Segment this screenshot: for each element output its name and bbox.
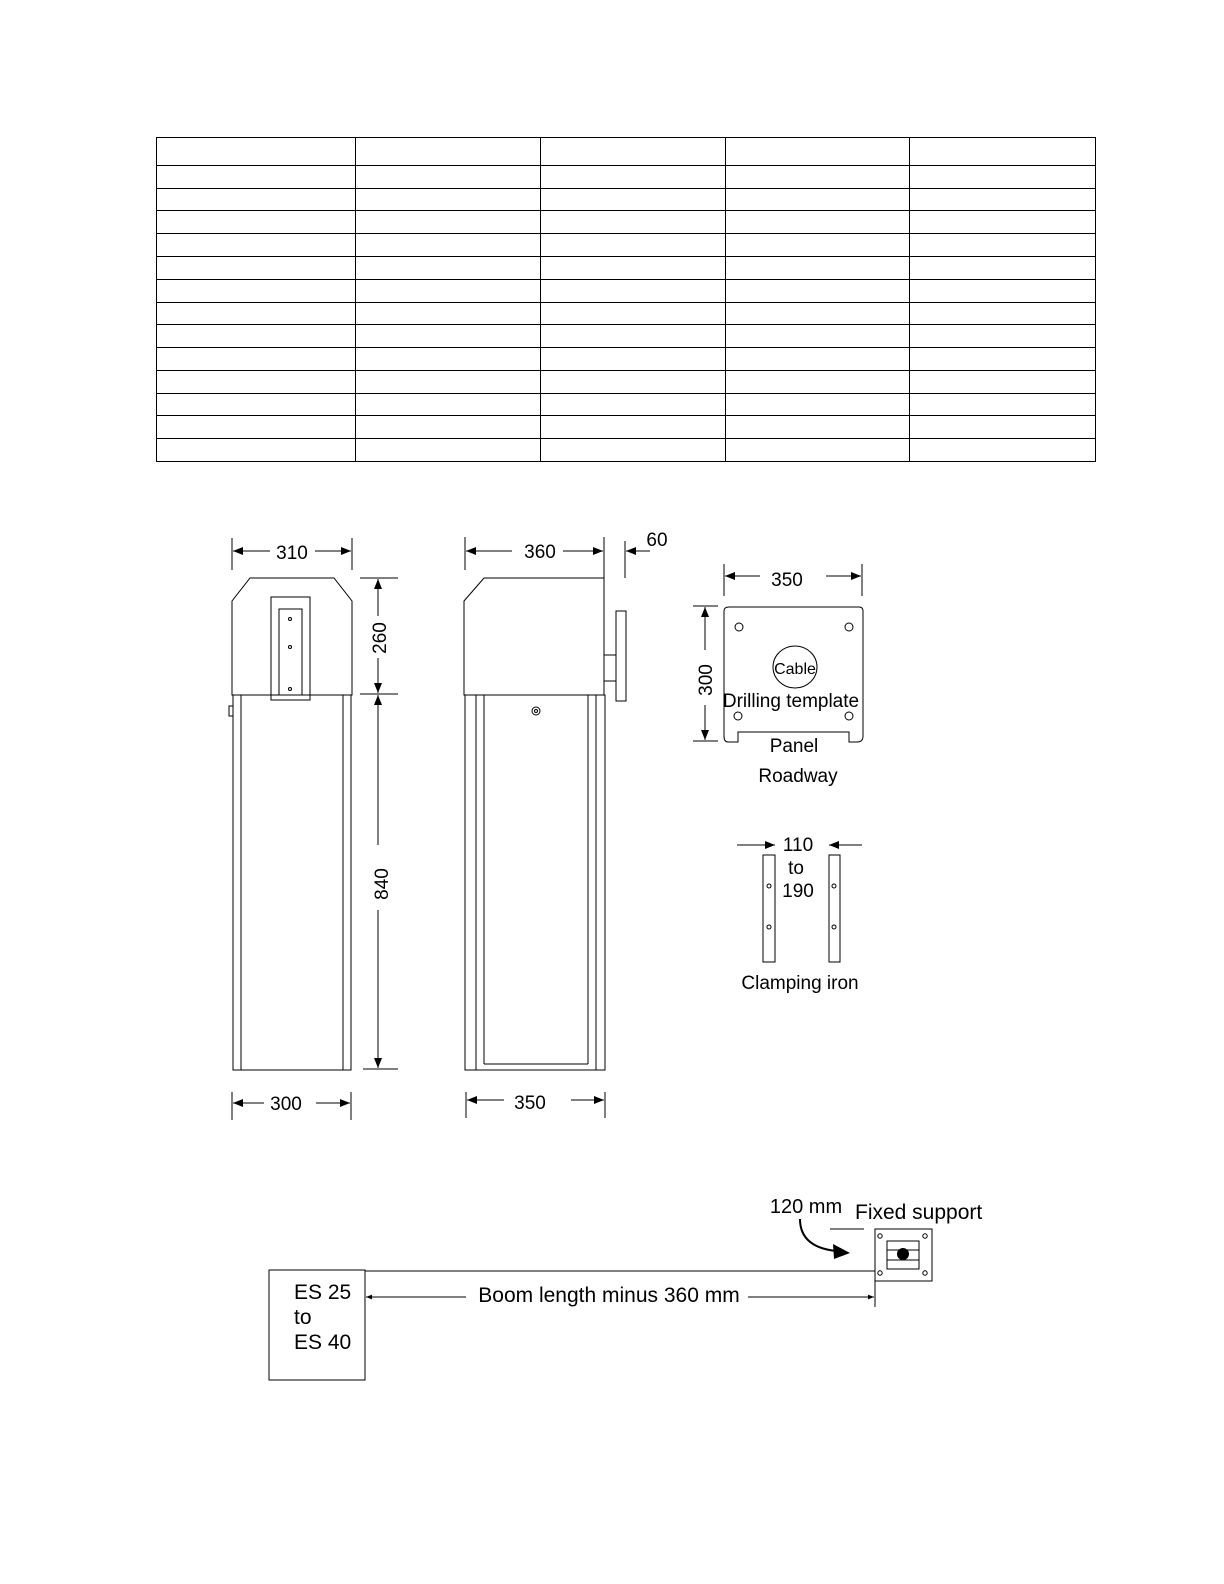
dim-side-top-width: 360 [524, 542, 556, 563]
dim-front-column-height: 840 [372, 868, 393, 900]
dim-template-height: 300 [696, 664, 717, 696]
panel-label: Panel [769, 736, 819, 757]
clamping-bar-left [763, 855, 775, 962]
boom-pivot [897, 1248, 909, 1260]
dim-front-top-width: 310 [276, 543, 308, 564]
side-hood [464, 578, 604, 695]
dim-template-width: 350 [771, 570, 803, 591]
offset-label: 120 mm [769, 1196, 843, 1218]
side-dimensions [465, 537, 650, 1118]
side-column [465, 695, 605, 1070]
clamping-bar-right [829, 855, 840, 962]
front-hood [232, 578, 352, 695]
boom-hub-plate [616, 611, 626, 701]
drilling-template-title: Drilling template [722, 691, 860, 712]
model-line-3: ES 40 [294, 1331, 352, 1354]
dim-front-hood-height: 260 [370, 622, 391, 654]
dim-side-offset: 60 [646, 530, 668, 551]
clamping-iron-title: Clamping iron [741, 973, 859, 994]
cable-label: Cable [774, 661, 816, 678]
roadway-label: Roadway [758, 766, 838, 787]
dim-front-base-width: 300 [270, 1094, 302, 1115]
clamp-range-to: 190 [782, 881, 814, 902]
boom-hub [604, 655, 616, 681]
offset-curve [800, 1219, 836, 1251]
fixed-support-label: Fixed support [855, 1201, 983, 1224]
clamp-range-to-word: to [788, 858, 804, 879]
side-view [464, 578, 626, 1070]
model-line-2: to [294, 1306, 312, 1329]
front-view [229, 578, 352, 1070]
front-hood-plate [279, 609, 302, 695]
dim-side-base-width: 350 [514, 1093, 546, 1114]
offset-arrowhead [833, 1244, 850, 1259]
boom-length-label: Boom length minus 360 mm [478, 1284, 740, 1307]
model-line-1: ES 25 [294, 1281, 352, 1304]
clamp-range-from: 110 [782, 835, 814, 856]
lock-icon [532, 707, 540, 715]
front-column [233, 695, 351, 1070]
